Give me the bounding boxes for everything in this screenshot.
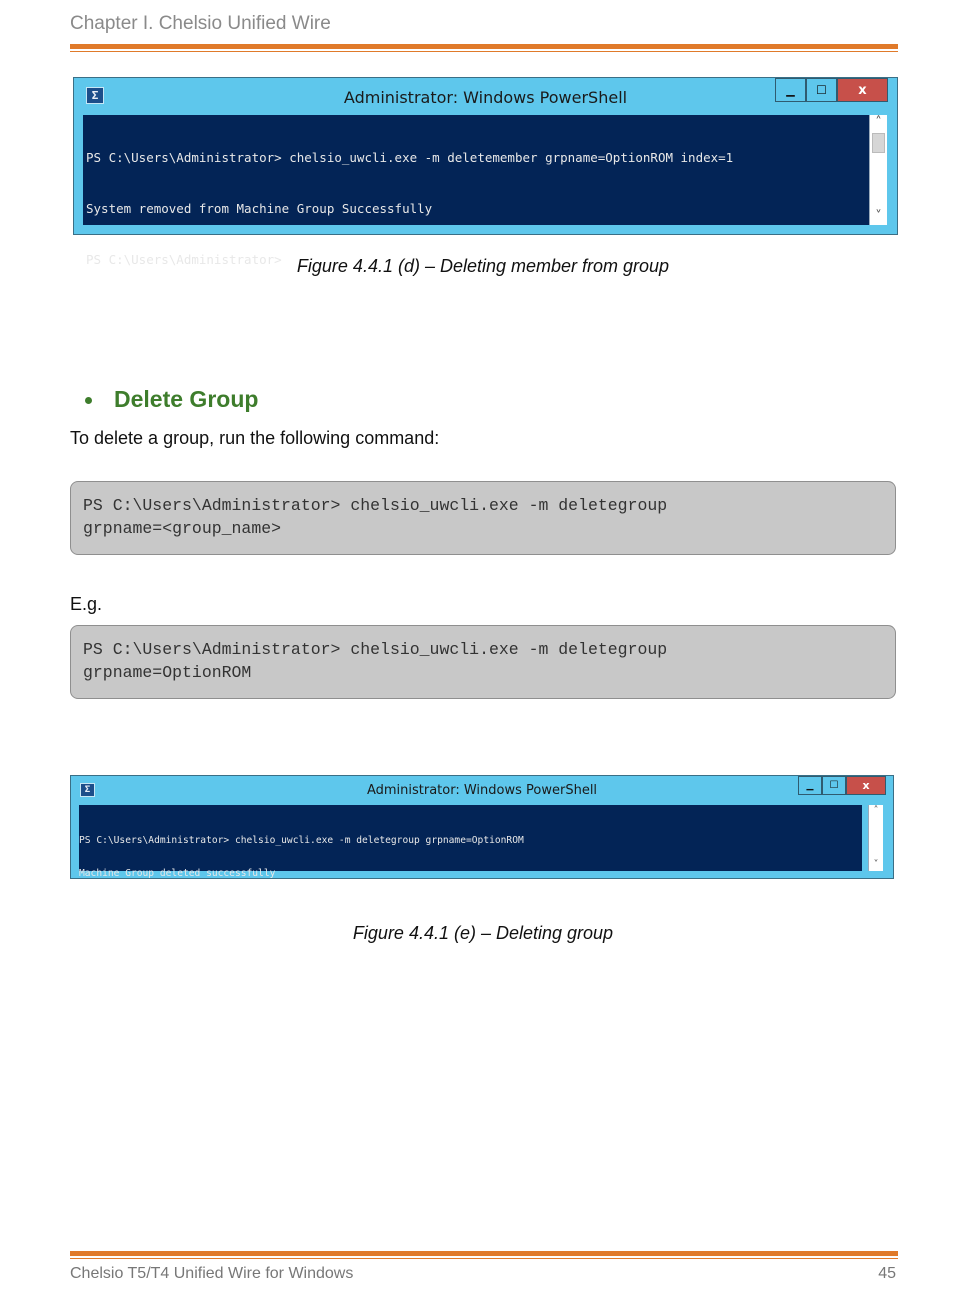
minimize-button[interactable]: ▁ [798, 776, 822, 795]
scroll-down-icon[interactable]: ˅ [875, 209, 882, 224]
footer-doc-title: Chelsio T5/T4 Unified Wire for Windows [70, 1265, 354, 1282]
close-button[interactable]: x [846, 776, 886, 795]
scroll-down-icon[interactable]: ˅ [873, 859, 879, 870]
header-rule-thin [70, 51, 898, 52]
window-controls [775, 78, 888, 102]
code-line: grpname=<group_name> [83, 519, 282, 538]
vertical-scrollbar[interactable] [868, 805, 883, 871]
code-line: grpname=OptionROM [83, 663, 252, 682]
console-line: PS C:\Users\Administrator> [86, 252, 282, 267]
intro-text: To delete a group, run the following command: [70, 428, 440, 448]
powershell-window-e [70, 775, 894, 879]
vertical-scrollbar[interactable] [869, 115, 887, 225]
footer-rule-thin [70, 1258, 898, 1259]
minimize-button[interactable]: ▁ [775, 78, 806, 102]
powershell-icon: Σ [80, 783, 95, 797]
close-button[interactable]: x [837, 78, 888, 102]
example-label: E.g. [70, 594, 103, 614]
powershell-icon: Σ [86, 87, 104, 104]
figure-caption-d: Figure 4.4.1 (d) – Deleting member from group [296, 256, 670, 276]
window-controls [798, 776, 886, 795]
console-line: PS C:\Users\Administrator> chelsio_uwcli.exe -m deletegroup grpname=OptionROM [79, 835, 524, 846]
code-line: PS C:\Users\Administrator> chelsio_uwcli.exe -m deletegroup [83, 640, 668, 659]
section-heading: Delete Group [114, 386, 259, 412]
figure-caption-e: Figure 4.4.1 (e) – Deleting group [352, 923, 614, 943]
window-title: Administrator: Windows PowerShell [366, 783, 598, 798]
console-line: System removed from Machine Group Successfully [86, 201, 433, 216]
bullet-icon [85, 397, 92, 404]
command-syntax-box [70, 481, 896, 555]
maximize-button[interactable]: ☐ [806, 78, 837, 102]
scroll-up-icon[interactable]: ˄ [875, 115, 882, 130]
console-line: Machine Group deleted successfully [79, 868, 276, 879]
console-line: PS C:\Users\Administrator> chelsio_uwcli.exe -m deletemember grpname=OptionROM index=1 [86, 150, 734, 165]
chapter-title: Chapter I. Chelsio Unified Wire [70, 13, 331, 34]
maximize-button[interactable]: ☐ [822, 776, 846, 795]
code-line: PS C:\Users\Administrator> chelsio_uwcli.exe -m deletegroup [83, 496, 668, 515]
scroll-thumb[interactable] [872, 133, 885, 153]
page-number: 45 [878, 1265, 896, 1282]
command-example-box [70, 625, 896, 699]
footer-rule-thick [70, 1251, 898, 1256]
title-bar[interactable] [74, 78, 897, 114]
window-title: Administrator: Windows PowerShell [343, 88, 628, 107]
scroll-up-icon[interactable]: ˄ [873, 805, 879, 816]
header-rule-thick [70, 44, 898, 49]
console-output[interactable] [79, 805, 862, 879]
title-bar[interactable] [71, 776, 893, 804]
